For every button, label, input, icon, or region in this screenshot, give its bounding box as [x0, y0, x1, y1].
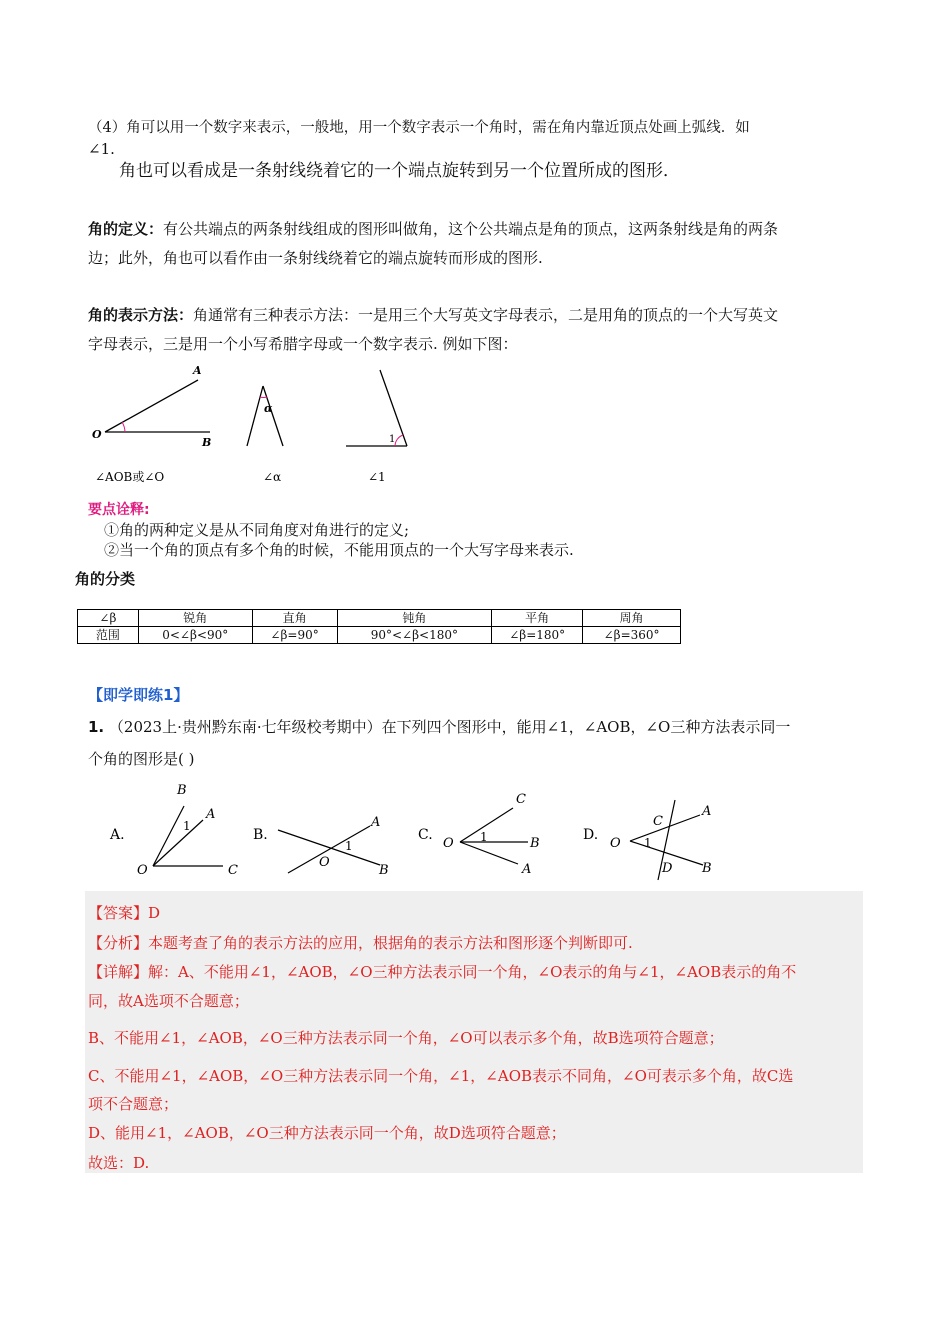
optC-label-A: A: [522, 862, 532, 877]
optC-ray-OA: [460, 842, 518, 864]
optD-ray-OA: [630, 815, 700, 841]
arc-AOB: [122, 422, 125, 432]
label-alpha: α: [264, 402, 273, 415]
optD-label-D: D: [662, 861, 673, 876]
classification-title: 角的分类: [75, 570, 136, 588]
intro-rotation-sentence: 角也可以看成是一条射线绕着它的一个端点旋转到另一个位置所成的图形．: [119, 161, 680, 181]
table-cell: 0<∠β<90°: [138, 627, 252, 644]
optA-label-O: O: [137, 863, 148, 878]
option-B-label: B.: [253, 827, 268, 843]
optD-label-O: O: [610, 836, 621, 851]
optC-label-1: 1: [480, 830, 488, 844]
detail-line-3: B、不能用∠1，∠AOB，∠O三种方法表示同一个角，∠O可以表示多个角，故B选项符合题意；: [88, 1029, 724, 1047]
detail-line-5: 项不合题意；: [88, 1095, 179, 1113]
classification-header-row: [78, 610, 681, 627]
ray-OA: [105, 380, 198, 432]
analysis-line: [88, 933, 633, 953]
arc-1: [395, 435, 403, 446]
conclusion-line: 故选：D.: [88, 1154, 150, 1172]
optB-label-A: A: [371, 815, 381, 830]
practice-question-line1: [88, 714, 790, 740]
optB-label-B: B: [379, 863, 389, 878]
analysis-label: 【分析】: [88, 934, 149, 952]
intro-item4-line1: （4）角可以用一个数字来表示，一般地，用一个数字表示一个角时，需在角内靠近顶点处画上弧线．如: [88, 120, 750, 136]
table-cell: 范围: [78, 627, 139, 644]
detail-line-4: C、不能用∠1，∠AOB，∠O三种方法表示同一个角，∠1，∠AOB表示不同角，∠O可表示多个角，故C选: [88, 1067, 794, 1085]
classification-range-row: [78, 627, 681, 644]
table-cell: 90°<∠β<180°: [337, 627, 492, 644]
optC-label-C: C: [516, 792, 526, 807]
option-A-label: A.: [110, 827, 125, 843]
notation-text2: 字母表示，三是用一个小写希腊字母或一个数字表示. 例如下图：: [88, 335, 518, 353]
table-cell: ∠β=180°: [492, 627, 583, 644]
optA-ray-OB: [153, 806, 184, 866]
optA-label-C: C: [228, 863, 238, 878]
table-cell: ∠β=90°: [252, 627, 337, 644]
angle-notation-figure: [85, 360, 425, 490]
label-A: A: [193, 364, 202, 377]
table-cell: ∠β: [78, 610, 139, 627]
table-cell: 平角: [492, 610, 583, 627]
question-text2: 个角的图形是( ): [88, 750, 195, 768]
optA-ray-OA: [153, 820, 203, 866]
table-cell: 直角: [252, 610, 337, 627]
optD-label-C: C: [653, 814, 663, 829]
optD-label-1: 1: [644, 836, 652, 850]
table-cell: 周角: [583, 610, 681, 627]
definition-text1: 有公共端点的两条射线组成的图形叫做角，这个公共端点是角的顶点，这两条射线是角的两条: [163, 220, 779, 238]
detail-line-1: 【详解】解：A、不能用∠1，∠AOB，∠O三种方法表示同一个角，∠O表示的角与∠1，∠AOB表示的角不: [88, 963, 797, 981]
table-cell: 锐角: [138, 610, 252, 627]
question-number: 1.: [88, 718, 105, 736]
intro-item4-line2: ∠1.: [88, 140, 115, 158]
label-1: 1: [389, 434, 396, 445]
answer-panel: [85, 891, 863, 1173]
question-text1: （2023上·贵州黔东南·七年级校考期中）在下列四个图形中，能用∠1，∠AOB，∠O三种方法表示同一: [108, 718, 791, 736]
option-D-label: D.: [583, 827, 599, 843]
definition-text2: 边；此外，角也可以看作由一条射线绕着它的端点旋转而形成的图形.: [88, 249, 543, 267]
optA-label-A: A: [206, 807, 216, 822]
detail-line-2: 同，故A选项不合题意；: [88, 992, 249, 1010]
classification-table: [77, 609, 681, 644]
optC-label-B: B: [530, 836, 540, 851]
notation-line1: [88, 300, 778, 330]
optC-label-O: O: [443, 836, 454, 851]
notation-text1: 角通常有三种表示方法：一是用三个大写英文字母表示，二是用角的顶点的一个大写英文: [193, 306, 779, 324]
optD-label-B: B: [702, 861, 712, 876]
answer-line: 【答案】D: [88, 904, 161, 922]
table-cell: 钝角: [337, 610, 492, 627]
analysis-text: 本题考查了角的表示方法的应用，根据角的表示方法和图形逐个判断即可.: [148, 934, 633, 952]
optB-label-1: 1: [345, 839, 353, 853]
optA-label-B: B: [177, 783, 187, 798]
table-cell: ∠β=360°: [583, 627, 681, 644]
label-O: O: [92, 428, 102, 441]
ray-alpha-right: [263, 386, 283, 446]
option-C-label: C.: [418, 827, 433, 843]
label-B: B: [202, 436, 212, 449]
keypoints-item2: ②当一个角的顶点有多个角的时候，不能用顶点的一个大写字母来表示.: [104, 541, 574, 559]
notation-label: 角的表示方法：: [88, 306, 194, 324]
arc-alpha: [260, 397, 267, 398]
practice-title: 【即学即练1】: [88, 686, 189, 704]
definition-label: 角的定义：: [88, 220, 164, 238]
optB-label-O: O: [319, 855, 330, 870]
options-figure: [100, 778, 740, 882]
keypoints-item1: ①角的两种定义是从不同角度对角进行的定义;: [104, 521, 410, 539]
definition-line1: [88, 214, 778, 244]
optD-label-A: A: [702, 804, 712, 819]
optA-label-1: 1: [183, 819, 191, 833]
ray-alpha-left: [247, 386, 263, 446]
caption-aob: ∠AOB或∠O: [95, 470, 165, 484]
caption-one: ∠1: [368, 470, 386, 484]
keypoints-title: 要点诠释:: [88, 502, 150, 518]
caption-alpha: ∠α: [263, 470, 282, 484]
detail-line-6: D、能用∠1，∠AOB，∠O三种方法表示同一个角，故D选项符合题意；: [88, 1124, 566, 1142]
